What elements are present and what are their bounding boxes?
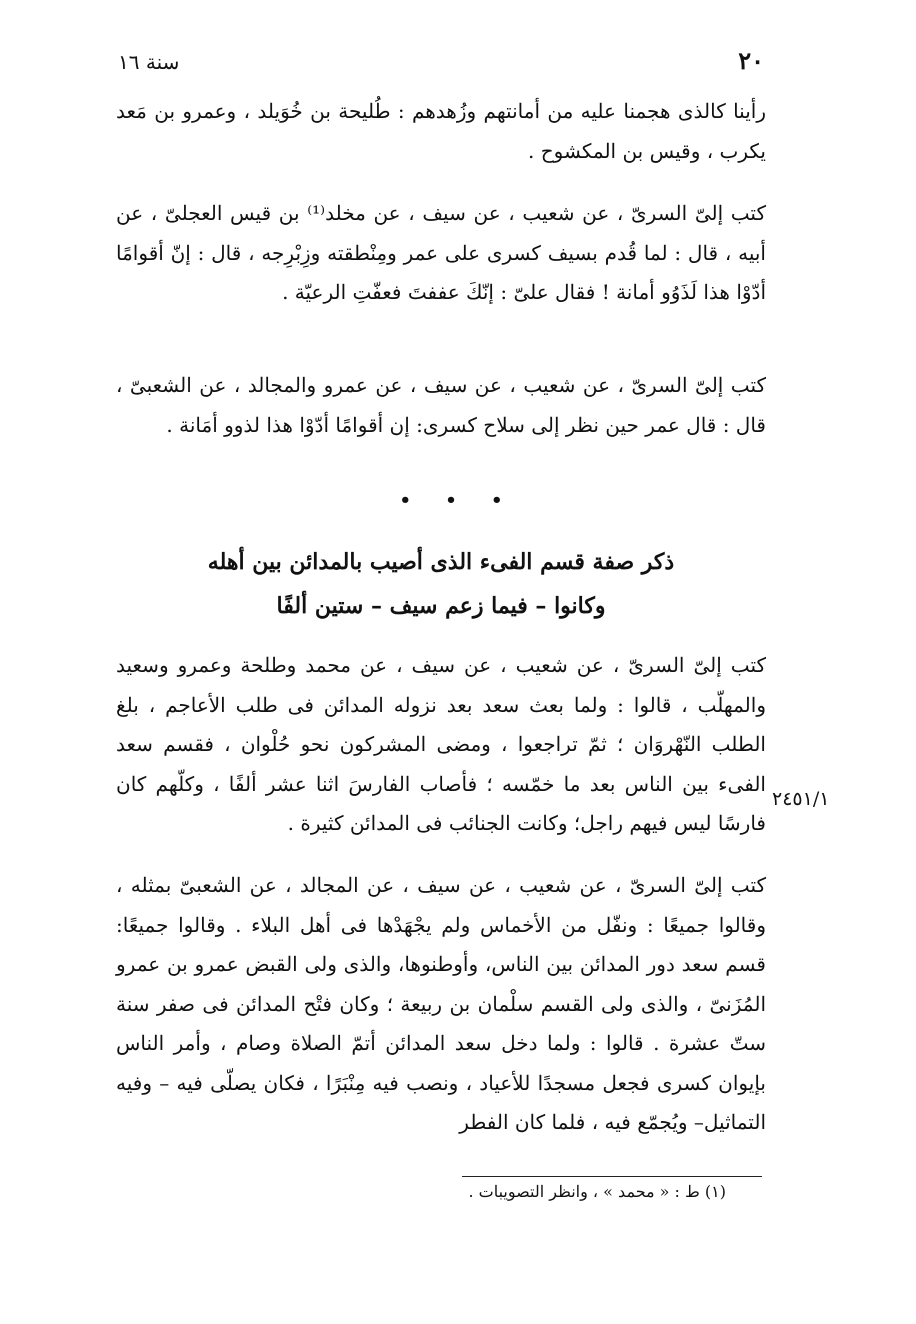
paragraph-text: رأينا كالذى هجمنا عليه من أمانتهم وزُهدهم : طُليحة بن خُوَيلد ، وعمرو بن مَعد يكرب ، وقيس بن المكشوح . — [116, 99, 766, 163]
paragraph-text: كتب إلىّ السرىّ ، عن شعيب ، عن سيف ، عن المجالد ، عن الشعبىّ بمثله ، وقالوا جميعًا : ونفّل من الأخماس ولم يجْهَدْها فى أهل البلاء . وقالوا جميعًا: قسم سعد دور المدائن بين الناس، وأوطنوها، والذى ولى القبض عمرو بن عمرو المُزَنىّ ، والذى ولى القسم سلْمان بن ربيعة ؛ وكان فتْح المدائن فى صفر سنة ستّ عشرة . قالوا : ولما دخل سعد المدائن أتمّ الصلاة وصام ، وأمر الناس بإيوان كسرى فجعل مسجدًا للأعياد ، ونصب فيه مِنْبَرًا ، فكان يصلّى فيه – وفيه التماثيل– ويُجمّع فيه ، فلما كان الفطر — [116, 873, 766, 1134]
section-heading — [116, 540, 766, 628]
footnote: (١) ط : « محمد » ، وانظر التصويبات . — [468, 1182, 726, 1201]
paragraph-3 — [116, 366, 766, 445]
footnote-divider — [462, 1176, 762, 1177]
paragraph-1 — [116, 92, 766, 171]
margin-page-reference: ٢٤٥١/١ — [772, 788, 830, 810]
section-heading-line-1: ذكر صفة قسم الفىء الذى أصيب بالمدائن بين أهله — [207, 549, 675, 575]
paragraph-text: كتب إلىّ السرىّ ، عن شعيب ، عن سيف ، عن محمد وطلحة وعمرو وسعيد والمهلّب ، قالوا : ولما بعث سعد بعد نزوله المدائن فى طلب الأعاجم ، بلغ الطلب النّهْروَان ؛ ثمّ تراجعوا ، ومضى المشركون نحو حُلْوان ، فقسم سعد الفىء بين الناس بعد ما خمّسه ؛ فأصاب الفارسَ اثنا عشر ألفًا ، وكلّهم كان فارسًا ليس فيهم راجل؛ وكانت الجنائب فى المدائن كثيرة . — [116, 653, 766, 835]
paragraph-4 — [116, 646, 766, 844]
page-number: ٢٠ — [738, 46, 764, 75]
paragraph-2 — [116, 194, 766, 313]
section-separator: • • • — [399, 490, 517, 511]
paragraph-5 — [116, 866, 766, 1143]
paragraph-text: كتب إلىّ السرىّ ، عن شعيب ، عن سيف ، عن عمرو والمجالد ، عن الشعبىّ ، قال : قال عمر حين نظر إلى سلاح كسرى: إن أقوامًا أدّوْا هذا لذوو أمَانة . — [116, 373, 766, 437]
running-header-year: سنة ١٦ — [118, 50, 180, 74]
paragraph-text: كتب إلىّ السرىّ ، عن شعيب ، عن سيف ، عن مخلد⁽¹⁾ بن قيس العجلىّ ، عن أبيه ، قال : لما قُدم بسيف كسرى على عمر ومِنْطقته وزِبْرِجه ، قال : إنّ أقوامًا أدّوْا هذا لَذَوُو أمانة ! فقال علىّ : إنّكَ عففتَ فعفّتِ الرعيّة . — [116, 201, 766, 304]
section-heading-line-2: وكانوا – فيما زعم سيف – ستين ألفًا — [276, 593, 606, 619]
